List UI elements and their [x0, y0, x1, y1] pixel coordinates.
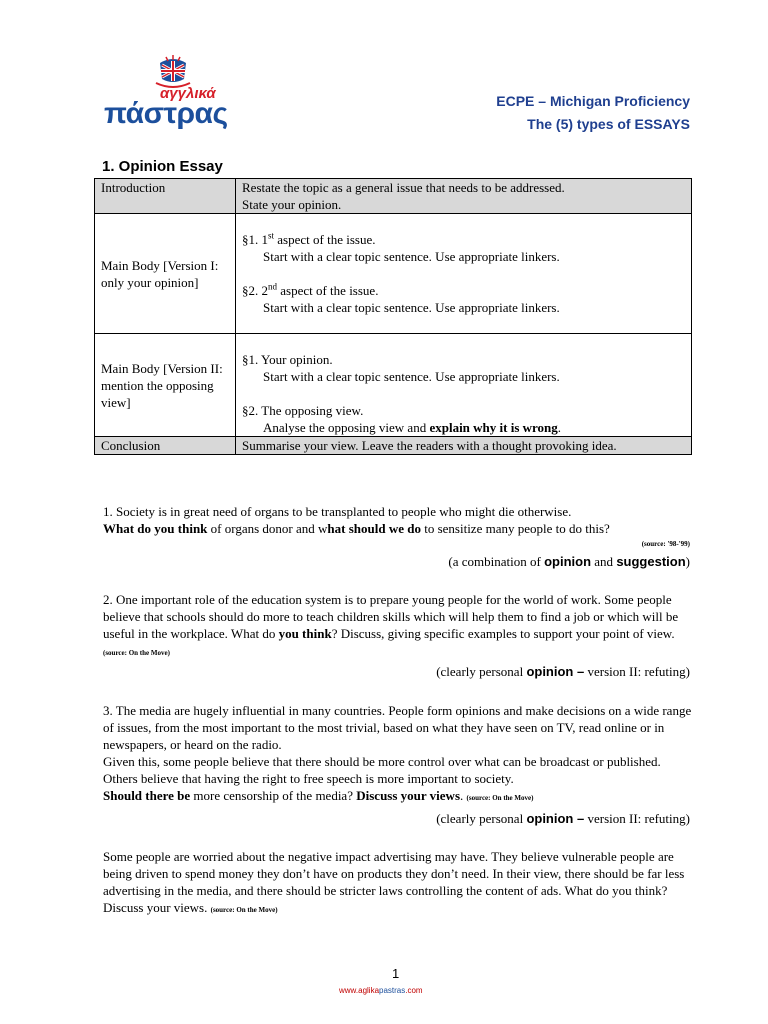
table-row-main-body-2 [95, 334, 692, 437]
mb2-paragraph-2-detail: Analyse the opposing view and explain why it is wrong. [263, 420, 562, 435]
section-title: 1. Opinion Essay [102, 158, 223, 175]
question-2-type-note: (clearly personal opinion – version II: refuting) [436, 664, 690, 679]
table-row-main-body-1 [95, 214, 692, 334]
question-1-type-note: (a combination of opinion and suggestion) [448, 554, 690, 569]
page-number: 1 [392, 966, 400, 981]
mb2-paragraph-1-detail: Start with a clear topic sentence. Use appropriate linkers. [263, 369, 560, 384]
mb1-paragraph-2-detail: Start with a clear topic sentence. Use appropriate linkers. [263, 300, 560, 315]
mb1-paragraph-1-detail: Start with a clear topic sentence. Use appropriate linkers. [263, 249, 560, 264]
cell-introduction-label: Introduction [95, 179, 236, 214]
cell-main-body-2-text [236, 334, 692, 437]
mb1-paragraph-2: §2. 2nd aspect of the issue. [242, 281, 379, 298]
mb1-paragraph-1: §1. 1st aspect of the issue. [242, 230, 376, 247]
question-3-type-note: (clearly personal opinion – version II: refuting) [436, 811, 690, 826]
logo [104, 55, 254, 135]
crest-icon [152, 55, 194, 89]
cell-main-body-2-label: Main Body [Version II: mention the opposing view] [95, 334, 236, 437]
essay-structure-table [94, 178, 692, 455]
intro-line-2: State your opinion. [242, 197, 342, 212]
header-title: ECPE – Michigan Proficiency [496, 93, 690, 109]
table-row-introduction [95, 179, 692, 214]
website-link[interactable]: www.aglikapastras.com [339, 986, 423, 995]
table-row-conclusion [95, 437, 692, 455]
logo-text-top: αγγλικά [160, 85, 216, 102]
cell-conclusion-label: Conclusion [95, 437, 236, 455]
logo-text-main: πάστρας [104, 97, 228, 130]
question-1-source: (source: '98-'99) [641, 540, 690, 548]
question-2: 2. One important role of the education system is to prepare young people for the world of work. Some people believe that schools should do more to teach children skills which will help them to find a job or which will be useful in the workplace. What do you think? Discuss, giving specific examples to support your point of view. (source: On the Move) [103, 592, 679, 657]
cell-introduction-text [236, 179, 692, 214]
cell-main-body-1-label: Main Body [Version I: only your opinion] [95, 214, 236, 334]
question-4: Some people are worried about the negative impact advertising may have. They believe vulnerable people are being driven to spend money they don’t have on products they don’t need. In their view, there should be far less advertising in the media, and there should be stricter laws controlling the content of ads. What do you think? Discuss your views. (source: On the Move) [103, 849, 685, 915]
question-1: 1. Society is in great need of organs to be transplanted to people who might die otherwise. What do you think of organs donor and what should we do to sensitize many people to do this? [103, 504, 610, 536]
header-subtitle: The (5) types of ESSAYS [527, 116, 690, 132]
cell-conclusion-text: Summarise your view. Leave the readers with a thought provoking idea. [236, 437, 692, 455]
mb2-paragraph-2: §2. The opposing view. [242, 403, 364, 418]
question-3: 3. The media are hugely influential in many countries. People form opinions and make decisions on a wide range of issues, from the most important to the most trivial, based on what they have seen on TV, read online or in newspapers, or heard on the radio. Given this, some people believe that there should be more control over what can be broadcast or published. Others believe that having the right to free speech is more important to society. Should there be more censorship of the media? Discuss your views. (source: On the Move) [103, 703, 692, 803]
cell-main-body-1-text [236, 214, 692, 334]
intro-line-1: Restate the topic as a general issue that needs to be addressed. [242, 180, 565, 195]
mb2-paragraph-1: §1. Your opinion. [242, 352, 333, 367]
